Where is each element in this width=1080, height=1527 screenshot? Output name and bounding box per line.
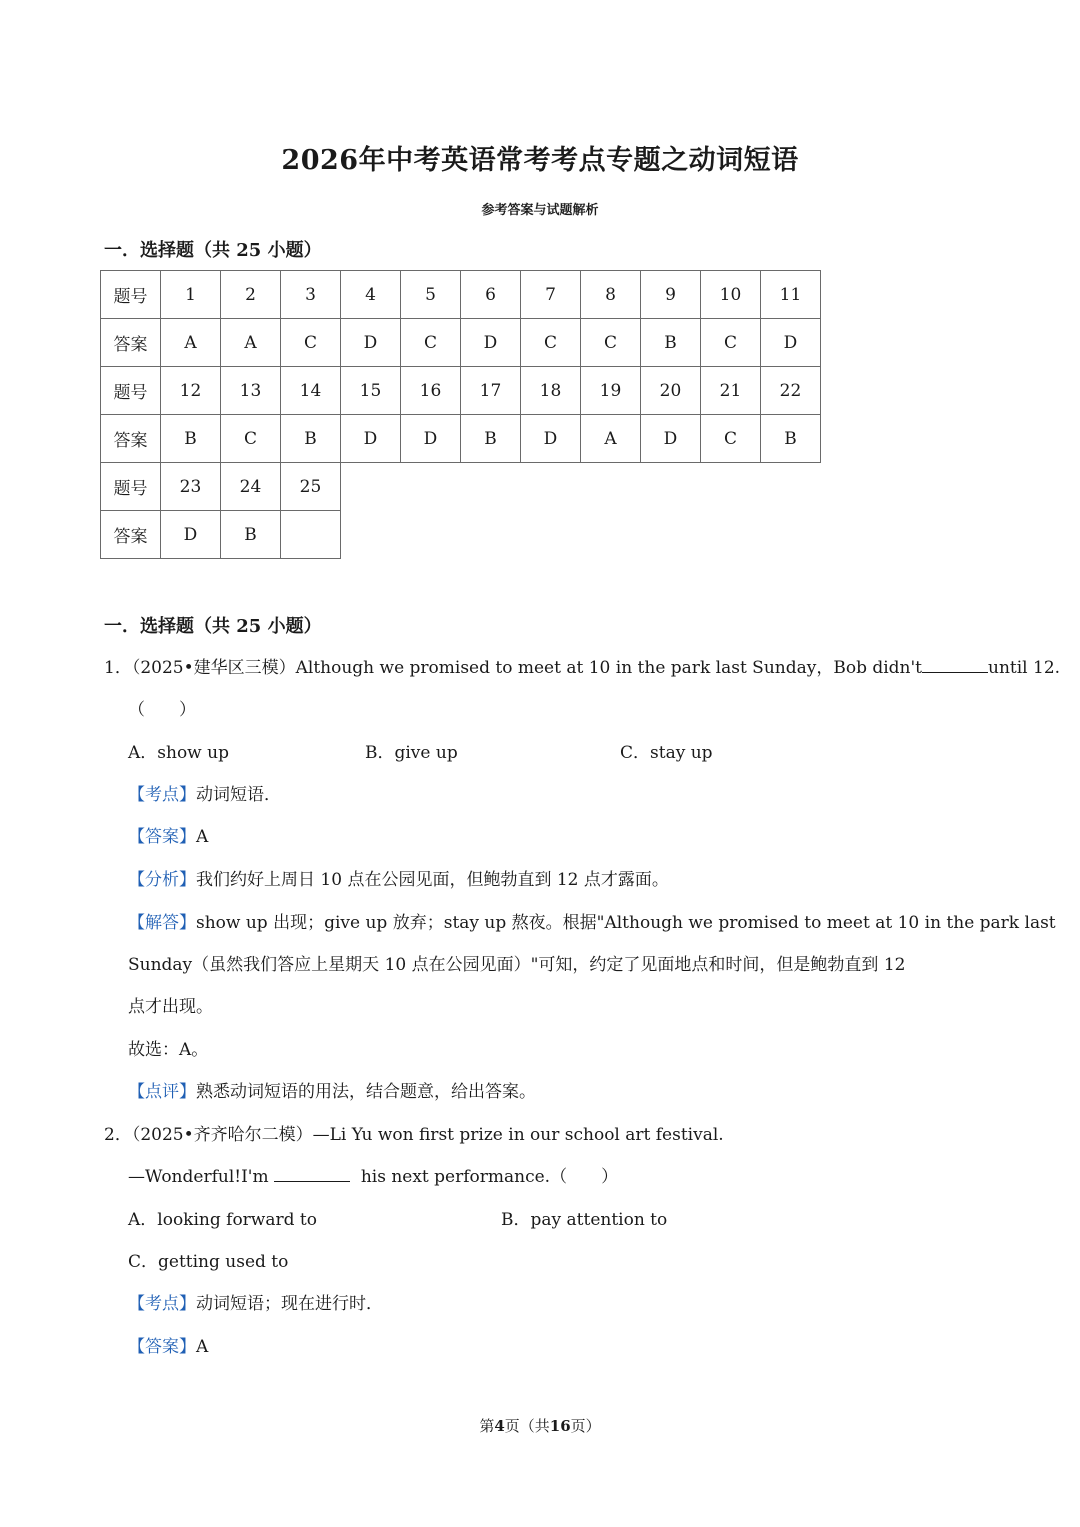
question-number-cell: 4 [341, 271, 401, 319]
question-number-cell: 9 [641, 271, 701, 319]
question-1-stem [104, 656, 1060, 680]
answer-blank [922, 656, 988, 673]
question-number-cell: 12 [161, 367, 221, 415]
question-number-cell: 14 [281, 367, 341, 415]
footer-total-pages: 16 [549, 1417, 571, 1435]
question-2-line2-end: his next performance.（ ） [360, 1167, 619, 1187]
question-2-stem: 2．（2025•齐齐哈尔二模）—Li Yu won first prize in our school art festival. [104, 1125, 724, 1145]
answer-tag: 【答案】 [128, 827, 196, 847]
answer-label-cell: 答案 [101, 415, 161, 463]
answer-cell: B [161, 415, 221, 463]
question-label-cell: 题号 [101, 463, 161, 511]
answer-cell: B [461, 415, 521, 463]
footer-prefix: 第 [479, 1417, 495, 1435]
answer-cell: D [341, 415, 401, 463]
empty-cell [761, 511, 821, 559]
answer-cell: D [761, 319, 821, 367]
footer-page-number: 4 [494, 1417, 505, 1435]
solution-text-1: show up 出现；give up 放弃；stay up 熬夜。根据"Although we promised to meet at 10 in the park last [196, 913, 1056, 933]
footer-suffix: 页） [570, 1417, 601, 1435]
question-number-cell: 22 [761, 367, 821, 415]
answer-cell: D [461, 319, 521, 367]
analysis-tag: 【分析】 [128, 870, 196, 890]
question-1-choice: 故选：A。 [128, 1040, 209, 1060]
question-1-answer [128, 825, 208, 849]
table-row [101, 271, 821, 319]
solution-text-3: 点才出现。 [128, 997, 213, 1017]
kaodian-tag: 【考点】 [128, 1294, 196, 1314]
question-number-cell: 16 [401, 367, 461, 415]
kaodian-text: 动词短语． [196, 785, 281, 805]
solution-text-2: Sunday（虽然我们答应上星期天 10 点在公园见面）"可知，约定了见面地点和时间，但是鲍勃直到 12 [128, 955, 906, 975]
table-row [101, 463, 821, 511]
question-1-option-a: A．show up [128, 743, 229, 763]
answer-cell: D [641, 415, 701, 463]
comment-text: 熟悉动词短语的用法，结合题意，给出答案。 [196, 1082, 536, 1102]
answer-cell: B [281, 415, 341, 463]
subtitle: 参考答案与试题解析 [481, 203, 599, 218]
table-row [101, 511, 821, 559]
question-number-cell: 24 [221, 463, 281, 511]
answer-cell: C [401, 319, 461, 367]
question-number-cell: 10 [701, 271, 761, 319]
question-1-option-c: C．stay up [620, 743, 713, 763]
question-1-comment [128, 1080, 536, 1104]
solution-tag: 【解答】 [128, 913, 196, 933]
question-number-cell: 15 [341, 367, 401, 415]
empty-cell [581, 511, 641, 559]
question-number-cell: 11 [761, 271, 821, 319]
answer-cell [281, 511, 341, 559]
question-1-stem-text: 1．（2025•建华区三模）Although we promised to meet at 10 in the park last Sunday，Bob didn't [104, 658, 923, 678]
empty-cell [401, 463, 461, 511]
answer-tag: 【答案】 [128, 1337, 196, 1357]
question-number-cell: 1 [161, 271, 221, 319]
page-title: 2026年中考英语常考考点专题之动词短语 [281, 145, 799, 176]
answer-cell: A [221, 319, 281, 367]
question-1-option-b: B．give up [365, 743, 458, 763]
answer-cell: B [641, 319, 701, 367]
answer-blank [274, 1165, 350, 1182]
empty-cell [341, 463, 401, 511]
footer-mid: 页（共 [504, 1417, 550, 1435]
table-row [101, 415, 821, 463]
answer-cell: D [521, 415, 581, 463]
page-footer [0, 1415, 1080, 1436]
answer-cell: C [521, 319, 581, 367]
question-number-cell: 5 [401, 271, 461, 319]
answer-cell: B [761, 415, 821, 463]
question-number-cell: 6 [461, 271, 521, 319]
question-2-option-b: B．pay attention to [501, 1210, 668, 1230]
question-number-cell: 23 [161, 463, 221, 511]
question-2-option-c: C．getting used to [128, 1252, 289, 1272]
answer-cell: D [341, 319, 401, 367]
empty-cell [461, 511, 521, 559]
answer-table [100, 270, 821, 559]
question-number-cell: 3 [281, 271, 341, 319]
answer-cell: A [161, 319, 221, 367]
question-number-cell: 17 [461, 367, 521, 415]
answer-cell: C [281, 319, 341, 367]
question-number-cell: 20 [641, 367, 701, 415]
comment-tag: 【点评】 [128, 1082, 196, 1102]
question-number-cell: 2 [221, 271, 281, 319]
question-label-cell: 题号 [101, 271, 161, 319]
answer-cell: A [581, 415, 641, 463]
kaodian-text: 动词短语；现在进行时． [196, 1294, 383, 1314]
table-row [101, 367, 821, 415]
question-1-stem-end: until 12. [988, 658, 1061, 678]
answer-cell: C [701, 415, 761, 463]
answer-text: A [196, 827, 209, 847]
question-2-option-a: A．looking forward to [128, 1210, 317, 1230]
question-2-answer [128, 1335, 208, 1359]
table-row [101, 319, 821, 367]
empty-cell [581, 463, 641, 511]
answer-label-cell: 答案 [101, 511, 161, 559]
question-1-analysis [128, 868, 669, 892]
section-heading-explanations: 一．选择题（共 25 小题） [104, 616, 322, 637]
empty-cell [401, 511, 461, 559]
question-number-cell: 7 [521, 271, 581, 319]
answer-cell: D [161, 511, 221, 559]
answer-label-cell: 答案 [101, 319, 161, 367]
answer-text: A [196, 1337, 209, 1357]
question-2-kaodian [128, 1292, 383, 1316]
empty-cell [701, 463, 761, 511]
answer-cell: C [701, 319, 761, 367]
empty-cell [521, 511, 581, 559]
question-number-cell: 18 [521, 367, 581, 415]
empty-cell [521, 463, 581, 511]
analysis-text: 我们约好上周日 10 点在公园见面，但鲍勃直到 12 点才露面。 [196, 870, 669, 890]
question-number-cell: 19 [581, 367, 641, 415]
question-number-cell: 13 [221, 367, 281, 415]
question-number-cell: 25 [281, 463, 341, 511]
question-number-cell: 8 [581, 271, 641, 319]
question-1-solution [128, 911, 1056, 935]
section-heading-answer-key: 一．选择题（共 25 小题） [104, 240, 322, 261]
kaodian-tag: 【考点】 [128, 785, 196, 805]
empty-cell [641, 463, 701, 511]
empty-cell [341, 511, 401, 559]
empty-cell [641, 511, 701, 559]
answer-cell: C [221, 415, 281, 463]
question-2-line2 [128, 1165, 618, 1189]
empty-cell [761, 463, 821, 511]
empty-cell [701, 511, 761, 559]
question-1-paren: （ ） [128, 700, 196, 720]
question-1-kaodian [128, 783, 281, 807]
question-label-cell: 题号 [101, 367, 161, 415]
empty-cell [461, 463, 521, 511]
answer-cell: D [401, 415, 461, 463]
answer-cell: C [581, 319, 641, 367]
answer-cell: B [221, 511, 281, 559]
question-2-line2-start: —Wonderful!I'm [128, 1167, 269, 1187]
question-number-cell: 21 [701, 367, 761, 415]
